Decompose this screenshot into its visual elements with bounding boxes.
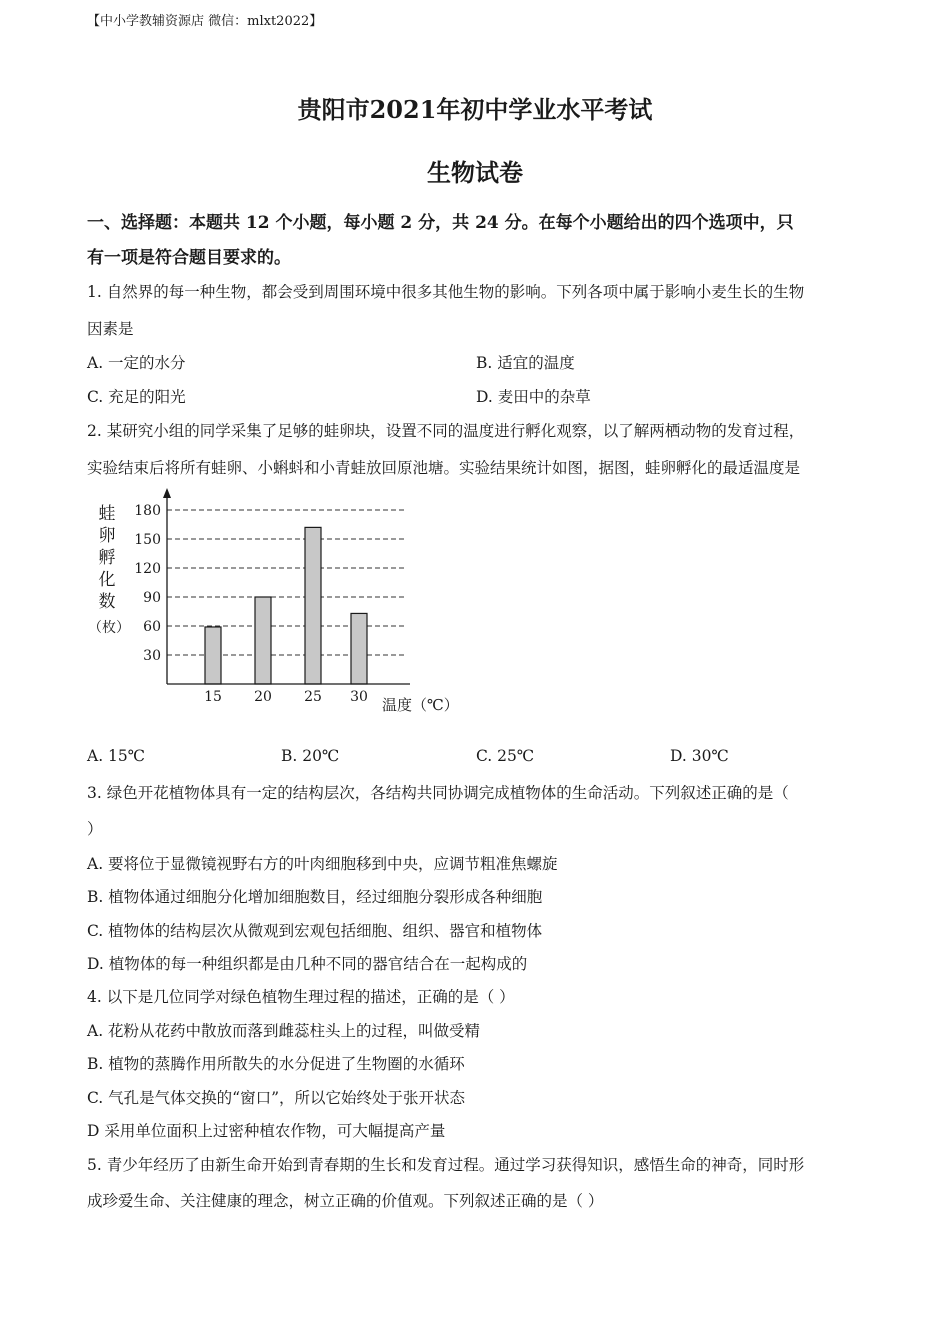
- y-tick-label: 60: [143, 618, 161, 635]
- bar-15: [205, 627, 221, 684]
- q2-stem-line2: 实验结束后将所有蛙卵、小蝌蚪和小青蛙放回原池塘。实验结果统计如图，据图，蛙卵孵化的最适温度是: [87, 459, 801, 477]
- q2-option-d: D. 30℃: [670, 747, 729, 765]
- exam-subtitle: 生物试卷: [427, 158, 523, 187]
- q1-stem-line1: 1. 自然界的每一种生物，都会受到周围环境中很多其他生物的影响。下列各项中属于影响小麦生长的生物: [87, 283, 805, 301]
- section-heading-line1: 一、选择题：本题共 12 个小题，每小题 2 分，共 24 分。在每个小题给出的四个选项中，只: [87, 213, 794, 233]
- y-axis-label-char: 卵: [98, 526, 116, 546]
- x-tick-label: 15: [204, 689, 222, 705]
- y-tick-label: 150: [134, 531, 161, 548]
- x-tick-label: 30: [350, 689, 368, 705]
- q1-stem-line2: 因素是: [87, 320, 134, 338]
- y-axis-label: [88, 504, 130, 636]
- x-tick-label: 25: [304, 689, 322, 705]
- y-tick-label: 180: [134, 502, 161, 519]
- y-tick-label: 120: [134, 560, 161, 577]
- y-tick-label: 30: [143, 647, 161, 664]
- q2-option-a: A. 15℃: [87, 747, 146, 765]
- q4-option-d: D 采用单位面积上过密种植农作物，可大幅提高产量: [87, 1122, 446, 1140]
- q2-option-c: C. 25℃: [476, 747, 535, 765]
- y-axis-label-char: 孵: [98, 548, 116, 568]
- y-axis-label-char: 蛙: [98, 504, 116, 524]
- y-tick-label: 90: [143, 589, 161, 606]
- q1-option-d: D. 麦田中的杂草: [476, 388, 591, 406]
- q3-stem-line2: ）: [87, 820, 103, 838]
- q5-stem-line2: 成珍爱生命、关注健康的理念，树立正确的价值观。下列叙述正确的是（ ）: [87, 1192, 604, 1210]
- q2-stem-line1: 2. 某研究小组的同学采集了足够的蛙卵块，设置不同的温度进行孵化观察，以了解两栖动物的发育过程，: [87, 422, 805, 440]
- q3-option-c: C. 植物体的结构层次从微观到宏观包括细胞、组织、器官和植物体: [87, 922, 543, 940]
- q4-option-a: A. 花粉从花药中散放而落到雌蕊柱头上的过程，叫做受精: [87, 1022, 481, 1040]
- q4-option-b: B. 植物的蒸腾作用所散失的水分促进了生物圈的水循环: [87, 1055, 465, 1073]
- q1-option-a: A. 一定的水分: [87, 354, 186, 372]
- q4-stem: 4. 以下是几位同学对绿色植物生理过程的描述，正确的是（ ）: [87, 988, 515, 1006]
- y-axis-arrow: [163, 488, 171, 498]
- y-axis-label-char: 化: [98, 570, 116, 590]
- q3-stem-line1: 3. 绿色开花植物体具有一定的结构层次，各结构共同协调完成植物体的生命活动。下列叙述正确的是（: [87, 784, 789, 802]
- exam-title: 贵阳市2021年初中学业水平考试: [297, 95, 653, 124]
- bar-30: [351, 613, 367, 684]
- y-axis-label-char: （枚）: [88, 620, 130, 636]
- watermark: 【中小学教辅资源店 微信：mlxt2022】: [87, 14, 323, 29]
- x-axis-label: 温度（℃）: [382, 696, 459, 714]
- bar-25: [305, 527, 321, 684]
- q3-option-a: A. 要将位于显微镜视野右方的叶肉细胞移到中央，应调节粗准焦螺旋: [87, 855, 558, 873]
- y-axis-label-char: 数: [98, 592, 116, 612]
- x-tick-label: 20: [254, 689, 272, 705]
- q1-option-c: C. 充足的阳光: [87, 388, 186, 406]
- q2-option-b: B. 20℃: [281, 747, 340, 765]
- hatching-bar-chart: [85, 484, 485, 724]
- q4-option-c: C. 气孔是气体交换的“窗口”，所以它始终处于张开状态: [87, 1089, 466, 1107]
- q3-option-b: B. 植物体通过细胞分化增加细胞数目，经过细胞分裂形成各种细胞: [87, 888, 543, 906]
- q1-option-b: B. 适宜的温度: [476, 354, 575, 372]
- q3-option-d: D. 植物体的每一种组织都是由几种不同的器官结合在一起构成的: [87, 955, 528, 973]
- section-heading-line2: 有一项是符合题目要求的。: [87, 248, 291, 268]
- bar-20: [255, 597, 271, 684]
- q5-stem-line1: 5. 青少年经历了由新生命开始到青春期的生长和发育过程。通过学习获得知识，感悟生命的神奇，同时形: [87, 1156, 805, 1174]
